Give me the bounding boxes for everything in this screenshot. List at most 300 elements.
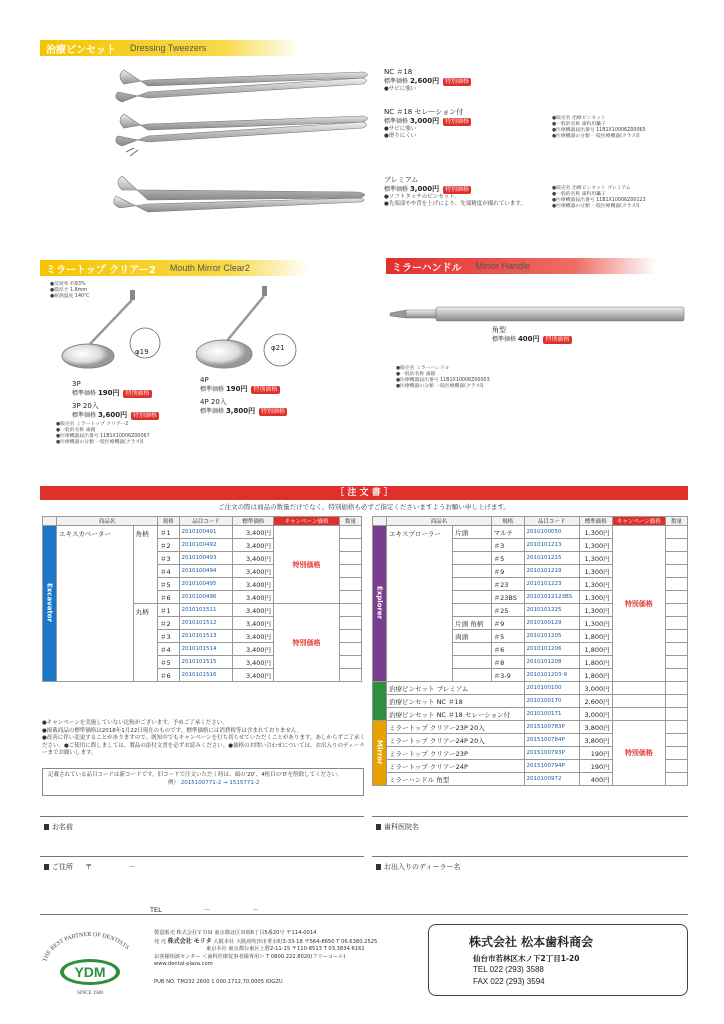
- col-header-name: 商品名: [387, 517, 492, 526]
- clinic-name-field[interactable]: [372, 816, 688, 856]
- price-cell: 1,300円: [579, 526, 612, 539]
- quantity-input-cell[interactable]: [666, 682, 688, 695]
- price-line: [492, 335, 572, 344]
- product-name: ミラートップ クリアー23P 20入: [387, 721, 525, 734]
- col-header-qty: 数量: [666, 517, 688, 526]
- code-cell: 2010101516: [179, 669, 233, 682]
- order-instruction: ご注文の際は商品の数量だけでなく、特別価格も必ずご指定くださいますようお願い申し上げます。: [218, 503, 510, 511]
- spec-cell: ＃5: [491, 552, 524, 565]
- quantity-input-cell[interactable]: [340, 565, 362, 578]
- spec-cell: ＃1: [157, 526, 179, 539]
- price-cell: 190円: [579, 747, 612, 760]
- price-label: 標準価格: [72, 412, 97, 419]
- note-line: ●キャンペーンを実施していない比較がございます。予めご了承ください。: [42, 720, 228, 726]
- spec-line: ●医療機器届出番号 11B1X10006Z00003: [396, 378, 490, 383]
- spec-line: ●一般的名称 歯科用鑷子: [552, 192, 606, 197]
- special-price-badge: 特別価格: [133, 411, 158, 419]
- price-line: [384, 117, 471, 126]
- footer-company-info: [154, 930, 422, 986]
- code-note: 記載されている品目コードは新コードです。旧コードで注文いただく時は、頭の'20'、4桁目の'0'を削除してください。: [48, 772, 343, 778]
- quantity-input-cell[interactable]: [666, 552, 688, 565]
- price-cell: 3,000円: [579, 682, 612, 695]
- quantity-input-cell[interactable]: [666, 708, 688, 721]
- price-cell: 1,300円: [579, 539, 612, 552]
- price-cell: 3,400円: [233, 552, 274, 565]
- postal-mark: 〒: [85, 863, 93, 871]
- mirror-4p-item: [200, 376, 287, 416]
- price-cell: 3,400円: [233, 643, 274, 656]
- field-marker: [376, 864, 381, 870]
- price-cell: 1,800円: [579, 669, 612, 682]
- code-cell: 2010101206: [524, 643, 579, 656]
- price-cell: 3,800円: [579, 721, 612, 734]
- spec-cell: ＃6: [157, 669, 179, 682]
- quantity-input-cell[interactable]: [666, 656, 688, 669]
- campaign-cell: 特別価格: [612, 721, 665, 786]
- code-cell: 20101012123BS: [524, 591, 579, 604]
- tweezers-section-header: [40, 40, 300, 56]
- type-cell: [453, 656, 491, 669]
- spec-cell: ＃5: [157, 578, 179, 591]
- spec-line: ●医療機器届出番号 11B1X10006Z00067: [56, 434, 150, 439]
- product-name: 治療ピンセット プレミアム: [387, 682, 525, 695]
- quantity-input-cell[interactable]: [340, 604, 362, 617]
- campaign-cell: [612, 695, 665, 708]
- feature-line: ●反射率 約93%: [50, 282, 86, 287]
- code-cell: 2015100794P: [524, 760, 579, 773]
- dealer-tel: TEL 022 (293) 3588: [473, 965, 544, 974]
- code-cell: 2010101215: [524, 552, 579, 565]
- price-cell: 3,000円: [579, 708, 612, 721]
- category-header: [373, 517, 387, 526]
- code-cell: 2010100171: [524, 708, 579, 721]
- campaign-cell: 特別価格: [274, 604, 340, 682]
- website-url: www.dental-plaza.com: [154, 961, 213, 967]
- code-cell: 2010101213: [524, 539, 579, 552]
- seller-label: 発 売: [154, 938, 167, 945]
- category-label: Excavator: [43, 526, 57, 682]
- special-price-badge: 特別価格: [445, 185, 470, 193]
- category-label: Explorer: [373, 526, 387, 682]
- type-cell: [453, 552, 491, 565]
- type-cell: 両頭: [453, 630, 491, 643]
- price-cell: 3,400円: [233, 578, 274, 591]
- price-cell: 400円: [579, 773, 612, 786]
- code-example-label: 例）: [168, 779, 180, 786]
- quantity-input-cell[interactable]: [666, 526, 688, 539]
- campaign-cell: [612, 708, 665, 721]
- col-header-name: 商品名: [57, 517, 158, 526]
- code-cell: 2015100783P: [524, 721, 579, 734]
- product-name: エキスカベーター: [57, 526, 134, 682]
- special-price-badge: 特別価格: [445, 117, 470, 125]
- feature-note: ●サビに強い: [384, 86, 417, 92]
- mirror-top-section-header: [40, 260, 310, 276]
- tel-line: [150, 905, 259, 914]
- svg-text:THE BEST PARTNER OF DENTISTS: [42, 932, 129, 963]
- price-value: 3,600円: [97, 411, 128, 419]
- price-cell: 1,800円: [579, 643, 612, 656]
- code-cell: 2010101513: [179, 630, 233, 643]
- price-line: [384, 77, 471, 86]
- quantity-input-cell[interactable]: [340, 656, 362, 669]
- campaign-cell: 特別価格: [274, 526, 340, 604]
- product-name: NC ＃18: [384, 68, 413, 76]
- price-cell: 1,300円: [579, 578, 612, 591]
- product-name: 4P 20入: [200, 398, 227, 406]
- table-header-row: [373, 517, 688, 526]
- note-line: ●掲載商品の標準価格は2018年1月22日現在のものです。標準価格には消費税等は含まれておりません。: [42, 727, 303, 734]
- price-value: 400円: [517, 335, 540, 343]
- code-cell: 2010100494: [179, 565, 233, 578]
- code-cell: 2010101515: [179, 656, 233, 669]
- tweezer-item-premium: [384, 176, 526, 208]
- feature-note: ●先端部やや背を上げにより、先端精度が優れています。: [384, 201, 526, 207]
- quantity-input-cell[interactable]: [666, 578, 688, 591]
- category-label: Mirror: [373, 721, 387, 786]
- address-field[interactable]: [40, 856, 364, 914]
- code-cell: 2010101512: [179, 617, 233, 630]
- price-label: 標準価格: [72, 390, 97, 397]
- field-label: お出入りのディーラー名: [384, 863, 461, 871]
- spec-cell: ＃23BS: [491, 591, 524, 604]
- feature-note: ●ソフトタッチのピンセット。: [384, 194, 460, 200]
- price-value: 3,000円: [409, 117, 440, 125]
- type-cell: [453, 565, 491, 578]
- product-name: NC ＃18 セレーション付: [384, 108, 464, 116]
- spec-line: ●医療機器の分類 一般医療機器(クラスⅠ): [552, 204, 640, 209]
- mirror-handle-item: [492, 326, 572, 344]
- diameter-label: φ21: [271, 344, 285, 352]
- quantity-input-cell[interactable]: [666, 604, 688, 617]
- support-line: お客様相談センター ＜歯科医療従事者様専用＞ T 0800.222.8020(フリーコール): [154, 953, 346, 960]
- col-header-campaign: キャンペーン価格: [274, 517, 340, 526]
- type-cell: [453, 604, 491, 617]
- campaign-cell: 特別価格: [612, 526, 665, 682]
- price-label: 標準価格: [200, 386, 225, 393]
- quantity-input-cell[interactable]: [666, 734, 688, 747]
- spec-cell: ＃6: [157, 591, 179, 604]
- field-marker: [44, 824, 49, 830]
- price-cell: 1,300円: [579, 604, 612, 617]
- code-cell: 2010100492: [179, 539, 233, 552]
- spec-cell: ＃2: [157, 617, 179, 630]
- spec-cell: ＃5: [157, 656, 179, 669]
- price-value: 3,000円: [409, 185, 440, 193]
- tweezer-specs-3: [552, 186, 646, 210]
- spec-cell: ＃1: [157, 604, 179, 617]
- feature-note: ●滑りにくい: [384, 133, 417, 139]
- spec-line: ●医療機器の分類 一般医療機器(クラスⅠ): [552, 134, 640, 139]
- handle-type: 角柄: [133, 526, 157, 604]
- spec-line: ●医療機器届出番号 11B1X10006Z00123: [552, 198, 646, 203]
- code-cell: 2010101203-9: [524, 669, 579, 682]
- tel-label: TEL: [150, 906, 162, 914]
- spec-line: ●一般的名称 歯科用鑷子: [552, 122, 606, 127]
- spec-cell: ＃23: [491, 578, 524, 591]
- explorer-order-table: [372, 516, 688, 786]
- excavator-order-table: [42, 516, 362, 682]
- tweezer-item-nc18-serration: [384, 108, 471, 140]
- quantity-input-cell[interactable]: [666, 565, 688, 578]
- field-marker: [376, 824, 381, 830]
- spec-line: ●医療機器の分類 一般医療機器(クラスⅠ): [56, 440, 144, 445]
- price-cell: 3,400円: [233, 669, 274, 682]
- type-cell: [453, 539, 491, 552]
- section-title: 治療ピンセット: [46, 44, 116, 56]
- logo-sub-text: SINCE 1948: [77, 991, 103, 996]
- spec-line: ●医療機器の分類 一般医療機器(クラスⅠ): [396, 384, 484, 389]
- price-cell: 1,300円: [579, 552, 612, 565]
- field-label: ご住所: [52, 863, 73, 871]
- mirror-handle-image: [388, 304, 688, 326]
- code-cell: 2010100100: [524, 682, 579, 695]
- quantity-input-cell[interactable]: [666, 617, 688, 630]
- code-cell: 2010100129: [524, 617, 579, 630]
- mirror-handle-section-header: [386, 258, 656, 274]
- mirror-3p-item: [72, 380, 159, 420]
- quantity-input-cell[interactable]: [666, 747, 688, 760]
- name-field[interactable]: [40, 816, 364, 856]
- quantity-input-cell[interactable]: [666, 630, 688, 643]
- price-cell: 3,400円: [233, 565, 274, 578]
- price-line: [72, 389, 159, 398]
- special-price-badge: 特別価格: [125, 389, 150, 397]
- logo-arc-text: THE BEST PARTNER OF DENTISTS: [42, 931, 130, 963]
- mfr-text: 株式会社ＹＤＭ 東京都北区田端6丁目5番20号 〒114-0014: [176, 930, 317, 936]
- price-label: 標準価格: [384, 78, 409, 85]
- price-label: 標準価格: [384, 186, 409, 193]
- product-name: 治療ピンセット NC ＃18 セレーション付: [387, 708, 525, 721]
- spec-cell: ＃9: [491, 565, 524, 578]
- dealer-stamp-box: [428, 924, 688, 996]
- price-cell: 3,400円: [233, 656, 274, 669]
- code-cell: 2010100050: [524, 526, 579, 539]
- quantity-input-cell[interactable]: [340, 526, 362, 539]
- type-cell: [453, 643, 491, 656]
- tweezer-specs-2: [552, 116, 646, 140]
- quantity-input-cell[interactable]: [340, 617, 362, 630]
- special-price-badge: 特別価格: [261, 407, 286, 415]
- price-label: 標準価格: [492, 336, 517, 343]
- feature-line: ●膜厚さ 1.8mm: [50, 288, 88, 293]
- price-cell: 3,400円: [233, 526, 274, 539]
- seller-addr: 大阪本社 大阪府吹田市垂水町3-33-18 〒564-8650 T 06.6380.2525: [213, 938, 378, 945]
- diameter-label: φ19: [135, 348, 149, 356]
- spec-line: ●販売名 治療ピンセット プレミアム: [552, 186, 631, 191]
- code-cell: 2010100496: [179, 591, 233, 604]
- price-cell: 1,800円: [579, 656, 612, 669]
- order-notes: [42, 720, 366, 758]
- tweezer-item-nc18: [384, 68, 471, 93]
- spec-cell: マルチ: [491, 526, 524, 539]
- price-line: [384, 185, 526, 194]
- price-cell: 3,400円: [233, 591, 274, 604]
- code-cell: 2010101511: [179, 604, 233, 617]
- col-header-spec: 規格: [491, 517, 524, 526]
- product-name: 3P 20入: [72, 402, 99, 410]
- price-cell: 3,400円: [233, 630, 274, 643]
- spec-line: ●販売名 治療ピンセット: [552, 116, 606, 121]
- code-cell: 2010101225: [524, 604, 579, 617]
- price-cell: 1,300円: [579, 591, 612, 604]
- spec-cell: ＃4: [157, 565, 179, 578]
- field-label: お名前: [52, 823, 73, 831]
- col-header-code: 品目コード: [179, 517, 233, 526]
- pub-number: PUB NO. TM232 2600 1 000.1712.70.0005 IOGZU: [154, 978, 283, 985]
- seller-line: [154, 938, 422, 947]
- quantity-input-cell[interactable]: [666, 591, 688, 604]
- price-cell: 3,800円: [579, 734, 612, 747]
- code-note-box: [42, 768, 364, 796]
- type-cell: 片頭 角柄: [453, 617, 491, 630]
- field-label: 歯科医院名: [384, 823, 419, 831]
- tel-dash: －: [252, 906, 259, 914]
- dealer-address: 仙台市若林区木ノ下2丁目1-20: [473, 954, 580, 963]
- spec-line: ●販売名 ミラーハンドル: [396, 366, 450, 371]
- type-cell: [453, 669, 491, 682]
- price-label: 標準価格: [200, 408, 225, 415]
- quantity-input-cell[interactable]: [340, 539, 362, 552]
- price-value: 3,800円: [225, 407, 256, 415]
- price-cell: 2,600円: [579, 695, 612, 708]
- spec-line: ●医療機器届出番号 11B1X10006Z00065: [552, 128, 646, 133]
- table-row: [373, 695, 688, 708]
- quantity-input-cell[interactable]: [666, 643, 688, 656]
- code-cell: 2010100170: [524, 695, 579, 708]
- category-header: [43, 517, 57, 526]
- tweezer-premium-image: [108, 170, 378, 220]
- spec-cell: ＃4: [157, 643, 179, 656]
- code-cell: 2015100784P: [524, 734, 579, 747]
- spec-cell: ＃5: [491, 630, 524, 643]
- quantity-input-cell[interactable]: [666, 669, 688, 682]
- spec-line: ●販売名 ミラートップ クリアー2: [56, 422, 129, 427]
- spec-cell: ＃6: [491, 643, 524, 656]
- price-cell: 1,300円: [579, 565, 612, 578]
- postal-dash: －: [128, 863, 136, 871]
- quantity-input-cell[interactable]: [340, 591, 362, 604]
- section-title: ミラートップ クリアー2: [46, 264, 156, 276]
- code-cell: 2010101223: [524, 578, 579, 591]
- table-row: [373, 682, 688, 695]
- section-subtitle: Dressing Tweezers: [130, 43, 207, 53]
- note-line: ●改善に伴い変更することがありますので、既知中でもキャンペーンを打ち切らせていただくことがあります。あしからずご了承ください。●ご使用に際しましては、製品の添付文書を必ずお読みください。●価格のお問い合わせについては、お出入りのディーラーまでお願いします。: [42, 735, 365, 756]
- code-example: 2015100771-2 → 1515771-2: [180, 779, 260, 786]
- price-label: 標準価格: [384, 118, 409, 125]
- table-header-row: [43, 517, 362, 526]
- product-name: 角型: [492, 326, 506, 334]
- seller-addr: 東京本社 東京都台東区上野2-11-15 〒110-8513 T 03.3834.6161: [206, 946, 365, 952]
- price-cell: 3,400円: [233, 617, 274, 630]
- spec-cell: ＃2: [157, 539, 179, 552]
- price-cell: 3,400円: [233, 604, 274, 617]
- code-cell: 2010100493: [179, 552, 233, 565]
- product-name: ミラートップ クリアー24P 20入: [387, 734, 525, 747]
- table-row: [373, 708, 688, 721]
- col-header-campaign: キャンペーン価格: [612, 517, 665, 526]
- seller-brand: 株式会社 モリタ: [167, 937, 212, 945]
- price-value: 190円: [97, 389, 120, 397]
- code-cell: 2010101219: [524, 565, 579, 578]
- col-header-code: 品目コード: [524, 517, 579, 526]
- logo-text: YDM: [74, 964, 106, 980]
- table-row: [43, 526, 362, 539]
- ydm-logo: [38, 926, 142, 998]
- type-cell: [453, 578, 491, 591]
- table-row: [373, 526, 688, 539]
- spec-line: ●一般的名称 歯鏡: [396, 372, 436, 377]
- quantity-input-cell[interactable]: [666, 760, 688, 773]
- manufacturer-line: [154, 930, 422, 938]
- code-cell: 2010100495: [179, 578, 233, 591]
- section-subtitle: Mouth Mirror Clear2: [169, 263, 250, 273]
- code-cell: 2010101205: [524, 630, 579, 643]
- dealer-field[interactable]: [372, 856, 688, 914]
- quantity-input-cell[interactable]: [666, 773, 688, 786]
- col-header-qty: 数量: [340, 517, 362, 526]
- quantity-input-cell[interactable]: [340, 630, 362, 643]
- feature-line: ●耐熱温度 140℃: [50, 294, 90, 299]
- campaign-cell: [612, 682, 665, 695]
- price-value: 2,600円: [409, 77, 440, 85]
- spec-cell: ＃3: [157, 630, 179, 643]
- spec-cell: ＃8: [491, 656, 524, 669]
- quantity-input-cell[interactable]: [666, 539, 688, 552]
- spec-cell: ＃3-9: [491, 669, 524, 682]
- price-cell: 3,400円: [233, 539, 274, 552]
- field-marker: [44, 864, 49, 870]
- spec-cell: ＃3: [491, 539, 524, 552]
- price-line: [72, 411, 159, 420]
- product-name: ミラートップ クリアー23P: [387, 747, 525, 760]
- quantity-input-cell[interactable]: [340, 643, 362, 656]
- spec-cell: ＃9: [491, 617, 524, 630]
- quantity-input-cell[interactable]: [666, 721, 688, 734]
- col-header-spec: 規格: [157, 517, 179, 526]
- dealer-name: 株式会社 松本歯科商会: [469, 935, 594, 949]
- handle-type: 丸柄: [133, 604, 157, 682]
- price-cell: 1,800円: [579, 630, 612, 643]
- product-name: 4P: [200, 376, 209, 384]
- quantity-input-cell[interactable]: [340, 552, 362, 565]
- spec-cell: ＃25: [491, 604, 524, 617]
- mfr-label: 製造販売: [154, 930, 175, 936]
- product-name: プレミアム: [384, 176, 419, 184]
- product-name: エキスプローラー: [387, 526, 453, 682]
- code-cell: 2010101208: [524, 656, 579, 669]
- quantity-input-cell[interactable]: [340, 578, 362, 591]
- quantity-input-cell[interactable]: [340, 669, 362, 682]
- code-example-line: [48, 780, 358, 788]
- col-header-price: 標準価格: [233, 517, 274, 526]
- special-price-badge: 特別価格: [253, 385, 278, 393]
- type-cell: [453, 591, 491, 604]
- feature-note: ●サビに強い: [384, 126, 417, 132]
- price-cell: 190円: [579, 760, 612, 773]
- product-name: ミラーハンドル 角型: [387, 773, 525, 786]
- product-name: 3P: [72, 380, 81, 388]
- price-cell: 1,300円: [579, 617, 612, 630]
- product-name: 治療ピンセット NC ＃18: [387, 695, 525, 708]
- quantity-input-cell[interactable]: [666, 695, 688, 708]
- table-row: [373, 721, 688, 734]
- special-price-badge: 特別価格: [545, 335, 570, 343]
- code-cell: 2010100491: [179, 526, 233, 539]
- price-value: 190円: [225, 385, 248, 393]
- type-cell: 片頭: [453, 526, 491, 539]
- col-header-price: 標準価格: [579, 517, 612, 526]
